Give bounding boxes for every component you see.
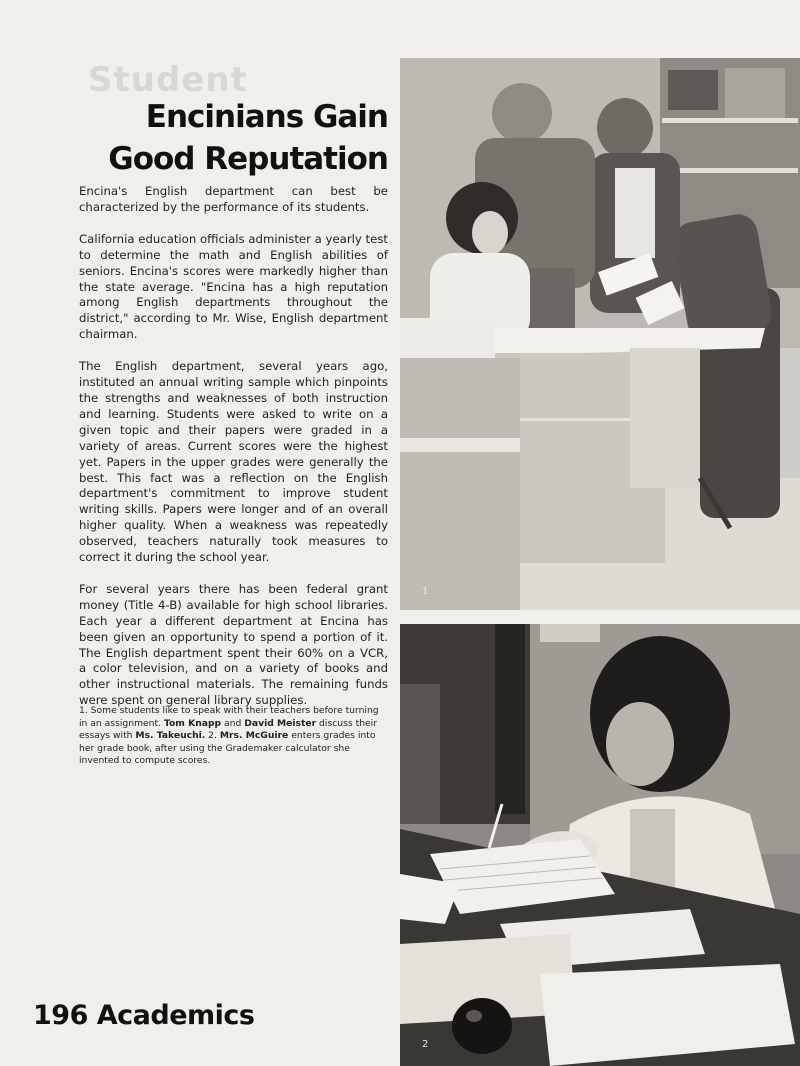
caption-name-tom-knapp: Tom Knapp <box>163 717 222 729</box>
caption-name-mrs-mcguire: Mrs. McGuire <box>219 730 289 742</box>
page-number: 196 <box>33 1000 88 1031</box>
photo-teacher-grading <box>400 624 800 1066</box>
article-paragraph-4: For several years there has been federal grant money (Title 4-B) available for high school libraries. Each year a different department at Encina has been given an opportunity to spend a portion of it. The English department spent their 60% on a VCR, a color television, and on a variety of books and other instructional materials. The remaining funds were spent on general library supplies. <box>79 581 388 708</box>
photo-caption <box>79 705 388 768</box>
caption-text-1: 1. Some students like to speak with their teachers before turning in an assignment. <box>79 705 379 729</box>
caption-text-5: enters grades into her grade book, after using the Grademaker calculator she invented to compute scores. <box>79 730 376 767</box>
headline <box>70 96 388 180</box>
article-paragraph-1: Encina's English department can best be characterized by the performance of its students. <box>79 184 388 214</box>
caption-text-3: discuss their essays with <box>79 717 378 742</box>
photo-number-1: 1 <box>422 586 429 597</box>
article-paragraph-2: California education officials administer a yearly test to determine the math and English abilities of seniors. Encina's scores were markedly higher than the state average. "Encina has a high reputation among English departments throughout the district," according to Mr. Wise, English department chairman. <box>79 231 388 342</box>
headline-line-2: Good Reputation <box>108 141 388 177</box>
section-ghost-title: Student <box>88 60 248 100</box>
section-name: Academics <box>96 1000 255 1031</box>
photo-teacher-grading-image <box>400 624 800 1066</box>
caption-name-ms-takeuchi: Ms. Takeuchi. <box>135 730 206 742</box>
photo-number-2: 2 <box>422 1039 429 1050</box>
caption-name-david-meister: David Meister <box>244 717 317 729</box>
article-paragraph-3: The English department, several years ago, instituted an annual writing sample which pinpoints the strengths and weaknesses of both instruction and learning. Students were asked to write on a given topic and their papers were graded in a variety of areas. Current scores were the highest yet. Papers in the upper grades were generally the best. This fact was a reflection on the English department's commitment to improve student writing skills. Papers were longer and of an overall higher quality. When a weakness was repeatedly observed, teachers naturally took measures to correct it during the school year. <box>79 359 388 565</box>
photo-students-at-desk-image <box>400 58 800 610</box>
headline-line-1: Encinians Gain <box>145 99 388 135</box>
caption-text-2: and <box>221 717 245 729</box>
article-body <box>79 184 388 725</box>
page-footer <box>33 1000 255 1031</box>
caption-text-4: 2. <box>205 730 220 742</box>
photo-students-at-desk <box>400 58 800 610</box>
